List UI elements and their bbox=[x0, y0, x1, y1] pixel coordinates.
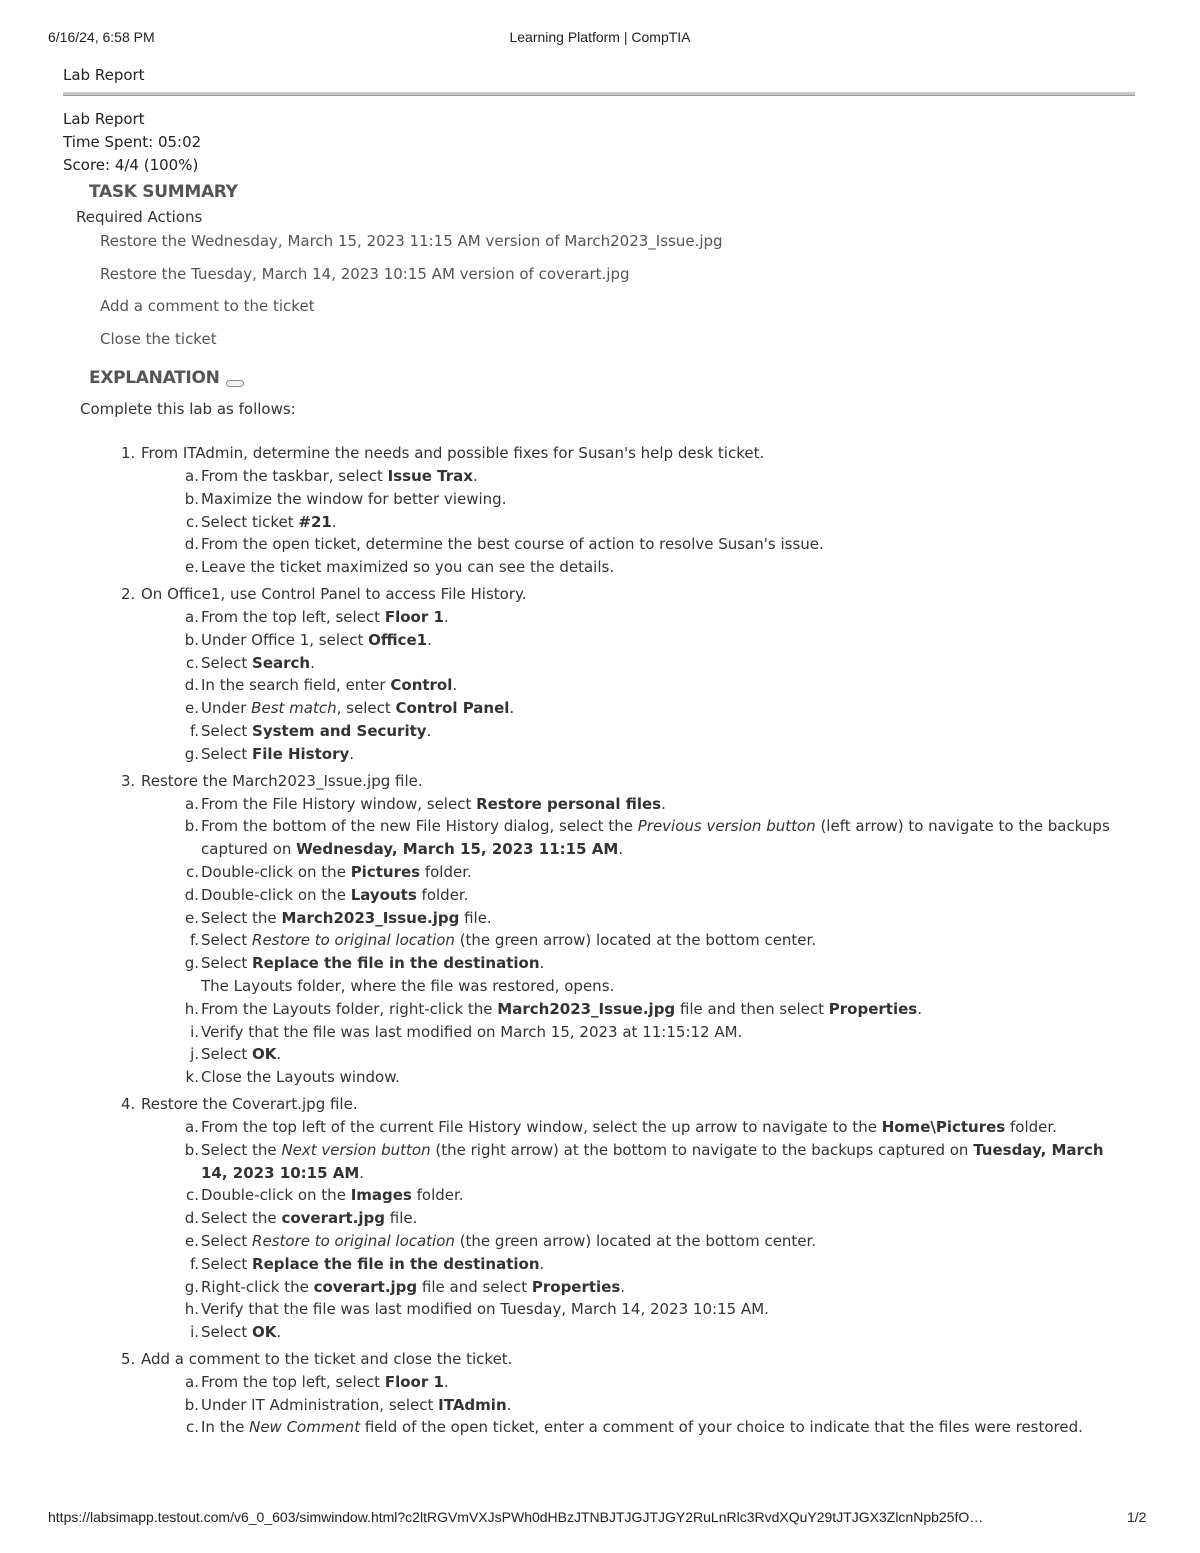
substep-text: . bbox=[509, 699, 515, 718]
step-item bbox=[63, 770, 1135, 1089]
step-line bbox=[121, 1348, 1135, 1371]
substep-item bbox=[63, 884, 1135, 907]
substep-text: . bbox=[539, 1254, 545, 1273]
substep-item bbox=[63, 674, 1135, 697]
substep-text: Select bbox=[201, 721, 253, 740]
substep-letter: b. bbox=[184, 489, 199, 508]
italic-text: New Comment bbox=[249, 1418, 361, 1437]
substep-text: From the top left of the current File History window, select the up arrow to navigate to the bbox=[201, 1117, 882, 1136]
substep-letter: g. bbox=[184, 1277, 199, 1296]
substep-item bbox=[63, 793, 1135, 816]
emphasis-text: System and Security bbox=[252, 721, 427, 740]
step-line bbox=[121, 442, 1135, 465]
step-number: 1. bbox=[121, 444, 136, 462]
substep-letter: h. bbox=[184, 999, 199, 1018]
substep-text: In the search field, enter bbox=[201, 676, 391, 695]
substep-text: Select bbox=[201, 744, 253, 763]
emphasis-text: Pictures bbox=[350, 862, 421, 881]
header-divider bbox=[63, 92, 1135, 96]
substeps-list bbox=[63, 1116, 1135, 1344]
substep-text: . bbox=[620, 1277, 626, 1296]
substeps-list bbox=[63, 606, 1135, 766]
substep-text: From the Layouts folder, right-click the bbox=[201, 999, 498, 1018]
substep-letter: k. bbox=[185, 1068, 199, 1087]
substep-letter: e. bbox=[185, 908, 199, 927]
substep-letter: a. bbox=[185, 607, 199, 626]
substep-item bbox=[63, 952, 1135, 998]
substep-text: Select bbox=[201, 653, 253, 672]
substep-letter: c. bbox=[185, 653, 199, 672]
substep-text: , select bbox=[336, 699, 396, 718]
substep-letter: a. bbox=[185, 467, 199, 485]
substep-item bbox=[63, 533, 1135, 556]
emphasis-text: ITAdmin bbox=[438, 1395, 507, 1414]
emphasis-text: March2023_Issue.jpg bbox=[497, 999, 676, 1018]
substep-letter: f. bbox=[190, 721, 199, 740]
substep-text: . bbox=[427, 630, 432, 649]
substep-item bbox=[63, 743, 1135, 766]
step-text: Add a comment to the ticket and close the ticket. bbox=[141, 1349, 513, 1368]
substep-text: . bbox=[310, 653, 315, 672]
substep-item bbox=[63, 929, 1135, 952]
step-text: From ITAdmin, determine the needs and possible fixes for Susan's help desk ticket. bbox=[141, 444, 765, 462]
report-info bbox=[63, 108, 1135, 177]
substep-item bbox=[63, 1371, 1135, 1394]
substep-text: folder. bbox=[411, 1186, 464, 1205]
page-number: 1/2 bbox=[1127, 1509, 1147, 1525]
step-number: 5. bbox=[121, 1349, 136, 1368]
substep-text: Leave the ticket maximized so you can see the details. bbox=[201, 558, 615, 577]
substep-text: . bbox=[331, 512, 337, 531]
substep-text: Select bbox=[201, 931, 253, 950]
substep-letter: j. bbox=[190, 1045, 199, 1064]
italic-text: Best match bbox=[251, 699, 337, 718]
substep-text: . bbox=[661, 794, 666, 813]
print-header bbox=[0, 29, 1200, 49]
substep-text: . bbox=[359, 1163, 365, 1182]
substep-text: . bbox=[276, 1045, 282, 1064]
substep-letter: d. bbox=[184, 885, 199, 904]
substep-text: Select bbox=[201, 1231, 253, 1250]
explanation-intro: Complete this lab as follows: bbox=[80, 400, 296, 418]
emphasis-text: Home\Pictures bbox=[881, 1117, 1006, 1136]
substep-text: file and select bbox=[417, 1277, 532, 1296]
substep-text: From the top left, select bbox=[201, 1372, 385, 1391]
substep-text: Select bbox=[201, 954, 253, 973]
substep-text: file. bbox=[459, 908, 492, 927]
substep-text: . bbox=[426, 721, 432, 740]
task-summary-heading: TASK SUMMARY bbox=[89, 182, 238, 202]
substep-item bbox=[63, 1230, 1135, 1253]
explanation-heading: EXPLANATION bbox=[89, 368, 220, 388]
substep-text: (the green arrow) located at the bottom center. bbox=[454, 1231, 817, 1250]
substep-item bbox=[63, 1021, 1135, 1044]
substep-text: . bbox=[506, 1395, 512, 1414]
substeps-list bbox=[63, 465, 1135, 579]
step-item bbox=[63, 1348, 1135, 1439]
step-number: 2. bbox=[121, 584, 136, 603]
substep-text: . bbox=[349, 744, 355, 763]
steps-list bbox=[63, 442, 1135, 1439]
report-title: Lab Report bbox=[63, 110, 145, 128]
report-tab-title: Lab Report bbox=[63, 66, 145, 84]
emphasis-text: Properties bbox=[531, 1277, 621, 1296]
substep-text: file. bbox=[385, 1209, 418, 1228]
emphasis-text: Floor 1 bbox=[384, 1372, 444, 1391]
substep-item bbox=[63, 606, 1135, 629]
substep-letter: i. bbox=[190, 1022, 199, 1041]
substep-letter: c. bbox=[185, 862, 199, 881]
substep-item bbox=[63, 1298, 1135, 1321]
substep-text: Select the bbox=[201, 1140, 282, 1159]
italic-text: Restore to original location bbox=[252, 1231, 455, 1250]
substep-text: Under IT Administration, select bbox=[201, 1395, 439, 1414]
substep-text: From the File History window, select bbox=[201, 794, 477, 813]
substep-text: In the bbox=[201, 1418, 250, 1437]
required-actions-list bbox=[100, 229, 1135, 359]
substep-text: . bbox=[917, 999, 922, 1018]
step-item bbox=[63, 442, 1135, 579]
substep-item bbox=[63, 1066, 1135, 1089]
emphasis-text: Control bbox=[390, 676, 453, 695]
substep-text: Select the bbox=[201, 1209, 282, 1228]
italic-text: Restore to original location bbox=[252, 931, 455, 950]
substep-text: Double-click on the bbox=[201, 1186, 351, 1205]
substep-letter: b. bbox=[184, 630, 199, 649]
substep-letter: b. bbox=[184, 1140, 199, 1159]
substep-text: From the open ticket, determine the best course of action to resolve Susan's issue. bbox=[201, 535, 824, 554]
substep-letter: c. bbox=[185, 512, 199, 531]
emphasis-text: Restore personal files bbox=[476, 794, 662, 813]
substep-letter: c. bbox=[185, 1418, 199, 1437]
substep-text: . bbox=[443, 1372, 449, 1391]
substep-item bbox=[63, 861, 1135, 884]
substep-text: . bbox=[276, 1323, 282, 1342]
italic-text: Previous version button bbox=[637, 817, 816, 836]
substep-text: file and then select bbox=[675, 999, 829, 1018]
emphasis-text: Layouts bbox=[350, 885, 417, 904]
lab-report-content bbox=[63, 64, 1135, 1443]
substep-text: . bbox=[472, 467, 478, 485]
substep-item bbox=[63, 720, 1135, 743]
emphasis-text: Search bbox=[252, 653, 311, 672]
emphasis-text: Properties bbox=[828, 999, 918, 1018]
substep-text: Select bbox=[201, 1254, 253, 1273]
required-action: Close the ticket bbox=[100, 329, 217, 348]
substep-letter: g. bbox=[184, 954, 199, 973]
substep-text: (the green arrow) located at the bottom center. bbox=[454, 931, 817, 950]
substep-text: Select bbox=[201, 1045, 253, 1064]
substep-letter: c. bbox=[185, 1186, 199, 1205]
substep-item bbox=[63, 697, 1135, 720]
substep-letter: a. bbox=[185, 794, 199, 813]
substep-item bbox=[63, 652, 1135, 675]
substep-text: From the top left, select bbox=[201, 607, 385, 626]
substep-letter: b. bbox=[184, 1395, 199, 1414]
emphasis-text: coverart.jpg bbox=[313, 1277, 418, 1296]
emphasis-text: Issue Trax bbox=[387, 467, 473, 485]
score: Score: 4/4 (100%) bbox=[63, 156, 199, 174]
required-action: Restore the Wednesday, March 15, 2023 11:15 AM version of March2023_Issue.jpg bbox=[100, 232, 723, 250]
step-text: Restore the Coverart.jpg file. bbox=[141, 1094, 358, 1113]
substep-text: From the taskbar, select bbox=[201, 467, 388, 485]
substep-item bbox=[63, 815, 1135, 861]
step-line bbox=[121, 1093, 1135, 1116]
step-item bbox=[63, 1093, 1135, 1344]
emphasis-text: OK bbox=[252, 1323, 277, 1342]
substep-letter: e. bbox=[185, 1231, 199, 1250]
substep-item bbox=[63, 998, 1135, 1021]
substep-text: Right-click the bbox=[201, 1277, 314, 1296]
substep-item bbox=[63, 629, 1135, 652]
substep-text: Maximize the window for better viewing. bbox=[201, 489, 507, 508]
substep-item bbox=[63, 1139, 1135, 1185]
emphasis-text: Office1 bbox=[368, 630, 428, 649]
emphasis-text: Floor 1 bbox=[384, 607, 444, 626]
substeps-list bbox=[63, 793, 1135, 1089]
substep-item bbox=[63, 465, 1135, 488]
substep-letter: h. bbox=[184, 1300, 199, 1319]
explanation-heading-row bbox=[89, 365, 1135, 391]
substep-item bbox=[63, 1394, 1135, 1417]
substep-item bbox=[63, 1043, 1135, 1066]
emphasis-text: OK bbox=[252, 1045, 277, 1064]
substep-letter: f. bbox=[190, 931, 199, 950]
print-date: 6/16/24, 6:58 PM bbox=[48, 29, 155, 45]
substep-letter: d. bbox=[184, 535, 199, 554]
substep-text: From the bottom of the new File History dialog, select the bbox=[201, 817, 638, 836]
print-url: https://labsimapp.testout.com/v6_0_603/simwindow.html?c2ltRGVmVXJsPWh0dHBzJTNBJTJGJTJGY2RuLnRlc3RvdXQuY29tJTJGX3ZlcnNpb25fO… bbox=[48, 1509, 984, 1525]
substep-text: folder. bbox=[420, 862, 472, 881]
substep-text: . bbox=[443, 607, 449, 626]
step-number: 4. bbox=[121, 1094, 136, 1113]
substep-text: Double-click on the bbox=[201, 885, 351, 904]
step-text: Restore the March2023_Issue.jpg file. bbox=[141, 771, 423, 790]
required-action: Add a comment to the ticket bbox=[100, 297, 315, 315]
time-spent: Time Spent: 05:02 bbox=[63, 133, 202, 151]
emphasis-text: File History bbox=[252, 744, 350, 763]
emphasis-text: Wednesday, March 15, 2023 11:15 AM bbox=[296, 840, 619, 859]
substep-text: Double-click on the bbox=[201, 862, 351, 881]
substep-item bbox=[63, 1116, 1135, 1139]
substep-text: (left arrow) to navigate to the backups captured on bbox=[201, 817, 1110, 859]
substep-text: Under Office 1, select bbox=[201, 630, 369, 649]
substep-letter: i. bbox=[190, 1323, 199, 1342]
substep-text: . bbox=[618, 840, 624, 859]
substep-text: Verify that the file was last modified on March 15, 2023 at 11:15:12 AM. bbox=[201, 1022, 743, 1041]
substep-text: Select ticket bbox=[201, 512, 299, 531]
substeps-list bbox=[63, 1371, 1135, 1439]
substep-item bbox=[63, 1416, 1135, 1439]
substep-letter: e. bbox=[185, 558, 199, 577]
emphasis-text: #21 bbox=[298, 512, 332, 531]
substep-text: Under bbox=[201, 699, 252, 718]
substep-item bbox=[63, 488, 1135, 511]
substep-text: Close the Layouts window. bbox=[201, 1068, 400, 1087]
step-text: On Office1, use Control Panel to access File History. bbox=[141, 584, 527, 603]
substep-text: . bbox=[452, 676, 458, 695]
substep-letter: f. bbox=[190, 1254, 199, 1273]
required-actions-heading: Required Actions bbox=[76, 208, 203, 226]
substep-text: Select the bbox=[201, 908, 282, 927]
italic-text: Next version button bbox=[281, 1140, 431, 1159]
substep-letter: e. bbox=[185, 699, 199, 718]
emphasis-text: Tuesday, March 14, 2023 10:15 AM bbox=[201, 1140, 1104, 1182]
substep-text: folder. bbox=[416, 885, 469, 904]
emphasis-text: Control Panel bbox=[395, 699, 510, 718]
substep-text: . bbox=[539, 954, 545, 973]
print-page-title: Learning Platform | CompTIA bbox=[509, 29, 691, 45]
emphasis-text: Replace the file in the destination bbox=[252, 1254, 540, 1273]
substep-letter: d. bbox=[184, 1209, 199, 1228]
substep-letter: g. bbox=[184, 744, 199, 763]
substep-letter: a. bbox=[185, 1372, 199, 1391]
emphasis-text: Images bbox=[350, 1186, 412, 1205]
substep-letter: b. bbox=[184, 817, 199, 836]
substep-item bbox=[63, 907, 1135, 930]
substep-text: Select bbox=[201, 1323, 253, 1342]
substep-item bbox=[63, 1253, 1135, 1276]
substep-text: folder. bbox=[1005, 1117, 1057, 1136]
substep-letter: d. bbox=[184, 676, 199, 695]
substep-note: The Layouts folder, where the file was restored, opens. bbox=[201, 976, 615, 995]
substep-letter: a. bbox=[185, 1117, 199, 1136]
substep-item bbox=[63, 511, 1135, 534]
step-line bbox=[121, 770, 1135, 793]
substep-item bbox=[63, 1184, 1135, 1207]
step-item bbox=[63, 583, 1135, 766]
collapse-toggle-icon[interactable] bbox=[226, 380, 244, 387]
emphasis-text: Replace the file in the destination bbox=[252, 954, 540, 973]
substep-text: (the right arrow) at the bottom to navigate to the backups captured on bbox=[430, 1140, 974, 1159]
emphasis-text: coverart.jpg bbox=[281, 1209, 385, 1228]
substep-text: Verify that the file was last modified on Tuesday, March 14, 2023 10:15 AM. bbox=[201, 1300, 769, 1319]
substep-item bbox=[63, 556, 1135, 579]
substep-item bbox=[63, 1207, 1135, 1230]
emphasis-text: March2023_Issue.jpg bbox=[281, 908, 460, 927]
substep-item bbox=[63, 1321, 1135, 1344]
required-action: Restore the Tuesday, March 14, 2023 10:15 AM version of coverart.jpg bbox=[100, 264, 630, 283]
step-number: 3. bbox=[121, 771, 136, 790]
step-line bbox=[121, 583, 1135, 606]
substep-text: field of the open ticket, enter a comment of your choice to indicate that the files were restored. bbox=[360, 1418, 1083, 1437]
substep-item bbox=[63, 1276, 1135, 1299]
